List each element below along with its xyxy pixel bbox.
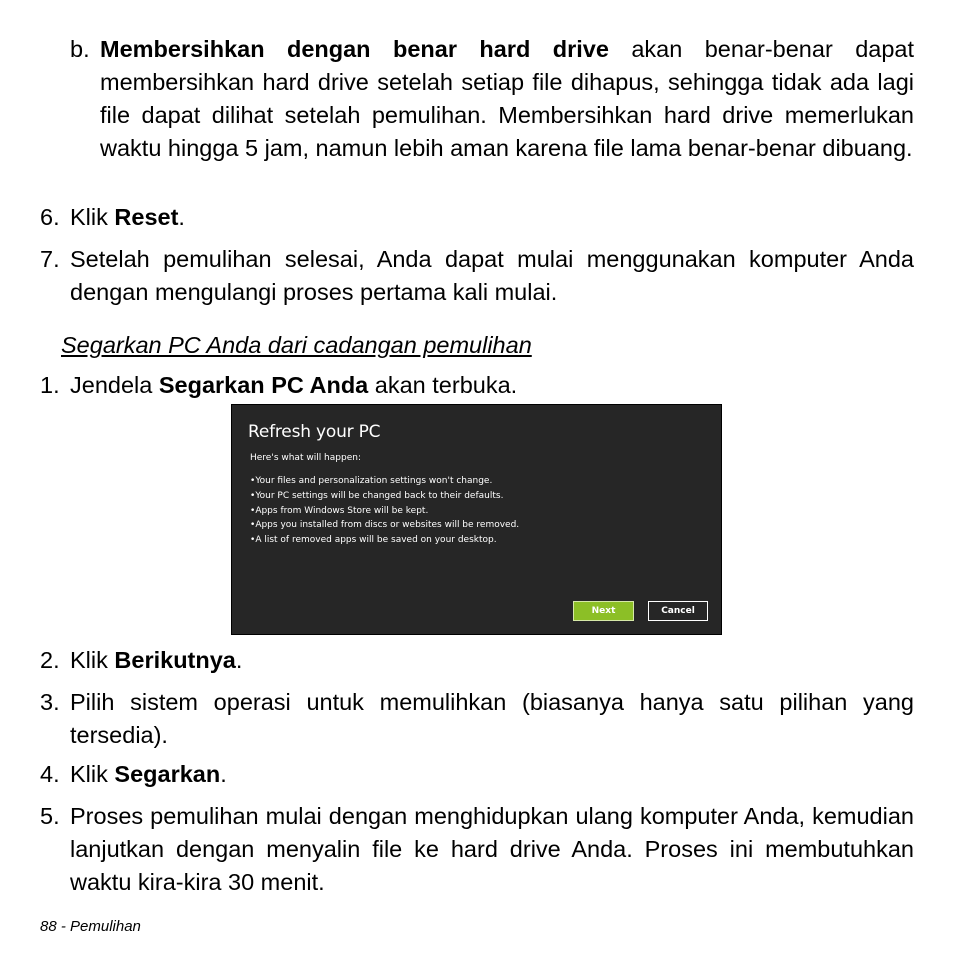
dialog-bullet: • Apps from Windows Store will be kept. [250, 504, 519, 519]
list-marker: 1. [40, 372, 60, 398]
item-text: Pilih sistem operasi untuk memulihkan (biasanya hanya satu pilihan yang tersedia). [70, 689, 914, 748]
list-marker: 7. [40, 246, 60, 272]
page-footer: 88 - Pemulihan [40, 918, 141, 935]
list-item-7 [40, 243, 914, 309]
refresh-pc-dialog-screenshot [231, 404, 722, 635]
item-text: Klik [70, 647, 115, 673]
dialog-bullet: • A list of removed apps will be saved on your desktop. [250, 533, 519, 548]
dialog-bullet-list [250, 474, 519, 548]
bold-term: Segarkan [114, 761, 221, 787]
list-item-6 [40, 201, 914, 234]
list-marker: b. [70, 36, 90, 62]
cancel-button[interactable]: Cancel [648, 601, 708, 621]
list-item-4 [40, 758, 914, 791]
dialog-title: Refresh your PC [248, 422, 381, 442]
list-item-3 [40, 686, 914, 752]
item-text: . [178, 204, 185, 230]
dialog-bullet: • Apps you installed from discs or websites will be removed. [250, 518, 519, 533]
bold-term: Membersihkan dengan benar hard drive [100, 36, 609, 62]
bold-term: Segarkan PC Anda [158, 372, 369, 398]
item-text: . [235, 647, 243, 673]
list-item-b [70, 33, 915, 165]
bold-term: Berikutnya [114, 647, 236, 673]
list-marker: 2. [40, 647, 60, 673]
item-text: Setelah pemulihan selesai, Anda dapat mulai menggunakan komputer Anda dengan mengulangi proses pertama kali mulai. [70, 246, 914, 305]
item-text: akan terbuka. [368, 372, 518, 398]
bold-term: Reset [114, 204, 179, 230]
item-text: Jendela [70, 372, 159, 398]
list-item-1 [40, 369, 914, 402]
dialog-bullet: • Your files and personalization settings won't change. [250, 474, 519, 489]
item-text: . [220, 761, 227, 787]
item-text: Klik [70, 761, 115, 787]
next-button[interactable]: Next [573, 601, 634, 621]
list-item-5 [40, 800, 914, 899]
dialog-bullet: • Your PC settings will be changed back to their defaults. [250, 489, 519, 504]
list-marker: 3. [40, 689, 60, 715]
list-item-2 [40, 644, 914, 677]
list-marker: 6. [40, 204, 60, 230]
item-text: Proses pemulihan mulai dengan menghidupkan ulang komputer Anda, kemudian lanjutkan dengan menyalin file ke hard drive Anda. Proses ini membutuhkan waktu kira-kira 30 menit. [70, 803, 914, 895]
item-text: Klik [70, 204, 115, 230]
list-marker: 4. [40, 761, 60, 787]
dialog-intro: Here's what will happen: [250, 453, 361, 463]
section-heading: Segarkan PC Anda dari cadangan pemulihan [61, 332, 532, 358]
item-text: akan benar-benar dapat membersihkan hard drive setelah setiap file dihapus, sehingga tidak ada lagi file dapat dilihat setelah pemulihan. Membersihkan hard drive memerlukan waktu hingga 5 jam, namun lebih aman karena file lama benar-benar dibuang. [100, 36, 915, 161]
list-marker: 5. [40, 803, 60, 829]
